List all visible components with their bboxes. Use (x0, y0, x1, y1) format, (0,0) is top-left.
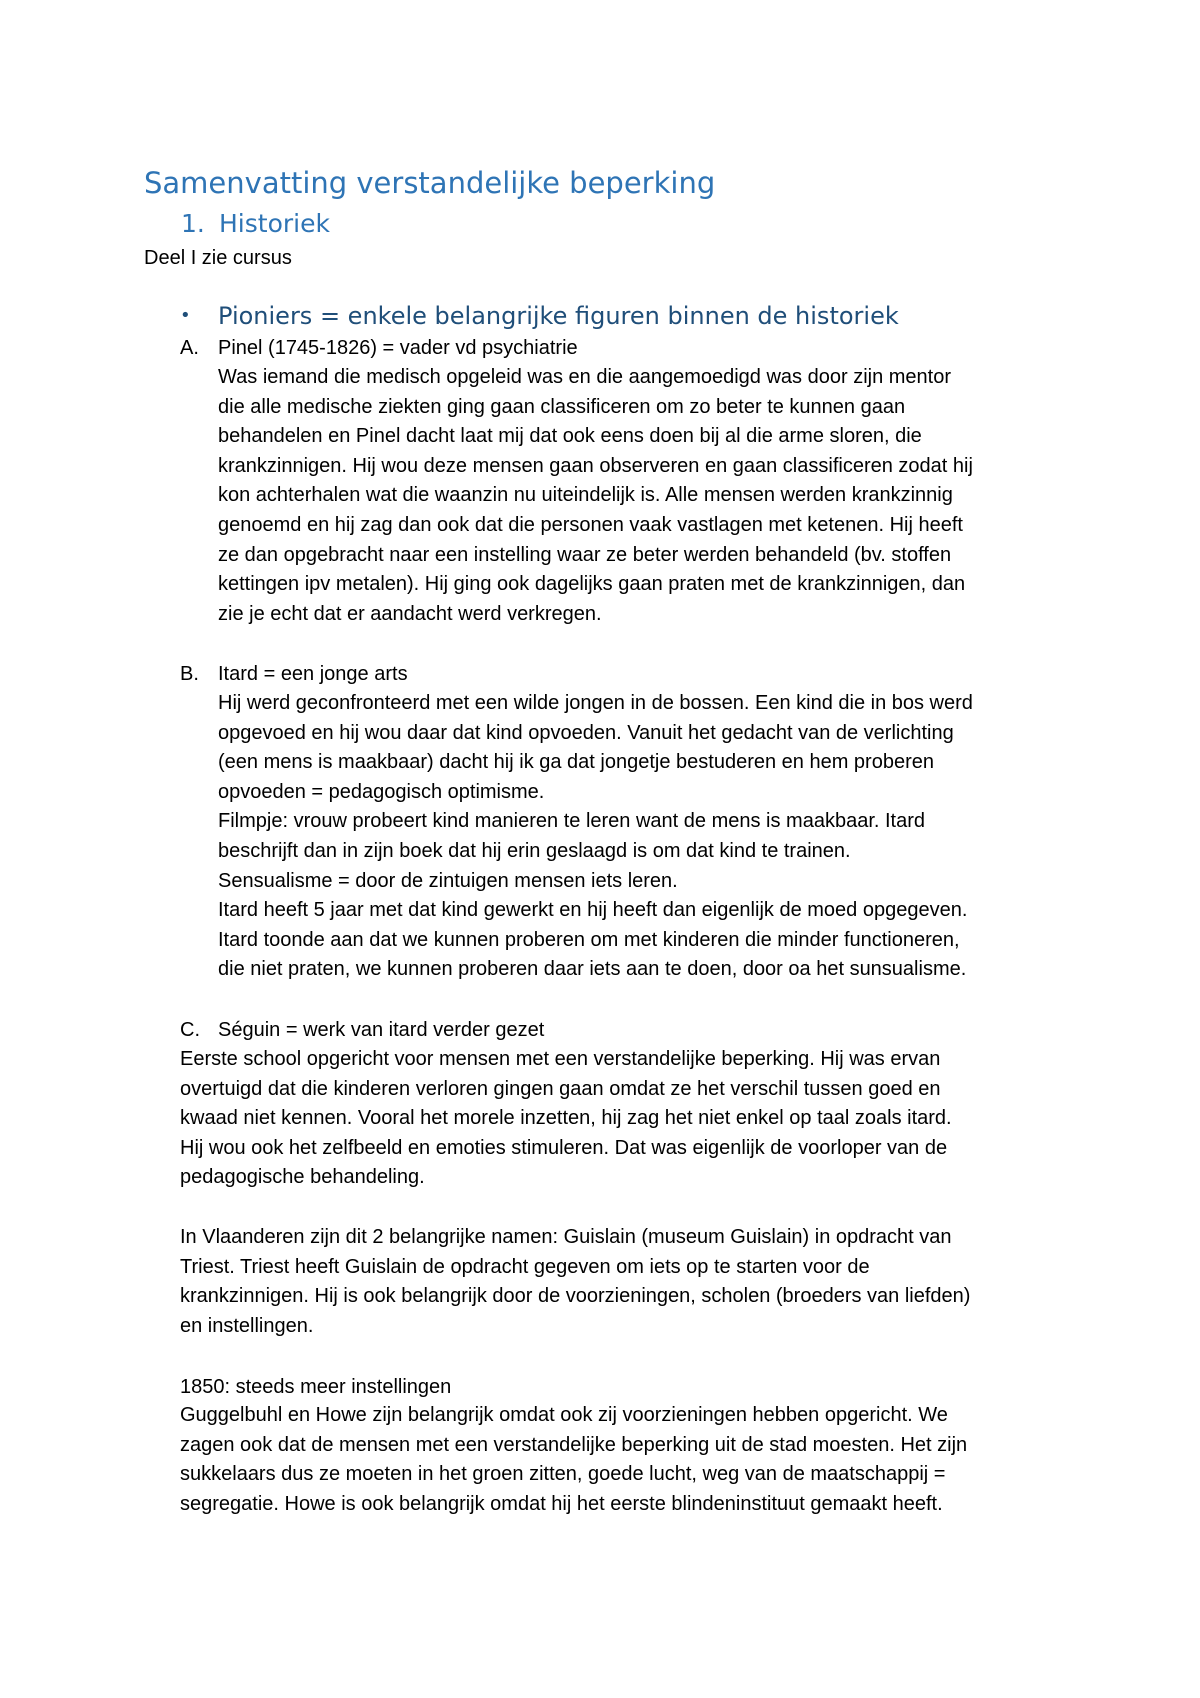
paragraph-line: kwaad niet kennen. Vooral het morele inzetten, hij zag het niet enkel op taal zoals itard. (180, 1107, 952, 1130)
section-a-marker: A. (180, 337, 199, 359)
paragraph-line: Filmpje: vrouw probeert kind manieren te leren want de mens is maakbaar. Itard (218, 810, 926, 833)
paragraph-line: Eerste school opgericht voor mensen met een verstandelijke beperking. Hij was ervan (180, 1048, 941, 1070)
paragraph-line: Triest. Triest heeft Guislain de opdracht gegeven om iets op te starten voor de (180, 1255, 870, 1278)
paragraph-line: ze dan opgebracht naar een instelling waar ze beter werden behandeld (bv. stoffen (218, 543, 952, 566)
vlaanderen-paragraph (180, 1223, 970, 1341)
paragraph-line: Itard heeft 5 jaar met dat kind gewerkt en hij heeft dan eigenlijk de moed opgegeven. (218, 899, 968, 922)
paragraph-line: zagen ook dat de mensen met een verstandelijke beperking uit de stad moesten. Het zijn (180, 1433, 968, 1456)
heading-historiek (181, 209, 330, 238)
section-a-body (218, 363, 973, 629)
paragraph-line: opgevoed en hij wou daar dat kind opvoeden. Vanuit het gedacht van de verlichting (218, 721, 954, 744)
paragraph-line: segregatie. Howe is ook belangrijk omdat hij het eerste blindeninstituut gemaakt heeft. (180, 1492, 943, 1515)
paragraph-line: genoemd en hij zag dan ook dat die personen vaak vastlagen met ketenen. Hij heeft (218, 513, 963, 536)
paragraph-line: kettingen ipv metalen). Hij ging ook dagelijks gaan praten met de krankzinnigen, dan (218, 573, 966, 596)
heading-text: Historiek (219, 209, 330, 238)
paragraph-line: beschrijft dan in zijn boek dat hij erin geslaagd is om dat kind te trainen. (218, 839, 851, 862)
year-1850-header: 1850: steeds meer instellingen (180, 1376, 452, 1398)
paragraph-line: Guggelbuhl en Howe zijn belangrijk omdat ook zij voorzieningen hebben opgericht. We (180, 1404, 948, 1426)
paragraph-line: opvoeden = pedagogisch optimisme. (218, 780, 545, 803)
paragraph-line: en instellingen. (180, 1314, 314, 1337)
paragraph-line: krankzinnigen. Hij is ook belangrijk door de voorzieningen, scholen (broeders van liefden) (180, 1285, 971, 1308)
paragraph-line: Was iemand die medisch opgeleid was en die aangemoedigd was door zijn mentor (218, 366, 952, 388)
paragraph-line: die alle medische ziekten ging gaan classificeren om zo beter te kunnen gaan (218, 395, 906, 418)
paragraph-line: kon achterhalen wat die waanzin nu uiteindelijk is. Alle mensen werden krankzinnig (218, 484, 953, 507)
year-1850-body (180, 1401, 967, 1519)
paragraph-line: zie je echt dat er aandacht werd verkregen. (218, 602, 602, 625)
paragraph-line: krankzinnigen. Hij wou deze mensen gaan observeren en gaan classificeren zodat hij (218, 454, 973, 477)
section-b-body (218, 689, 973, 985)
paragraph-line: overtuigd dat die kinderen verloren gingen gaan omdat ze het verschil tussen goed en (180, 1077, 941, 1100)
section-b-marker: B. (180, 663, 199, 685)
paragraph-line: pedagogische behandeling. (180, 1166, 425, 1189)
paragraph-line: die niet praten, we kunnen proberen daar iets aan te doen, door oa het sunsualisme. (218, 958, 967, 981)
paragraph-line: Sensualisme = door de zintuigen mensen iets leren. (218, 869, 678, 892)
paragraph-line: Hij wou ook het zelfbeeld en emoties stimuleren. Dat was eigenlijk de voorloper van de (180, 1136, 948, 1159)
document-title: Samenvatting verstandelijke beperking (144, 166, 716, 200)
bullet-heading (180, 302, 899, 330)
section-b-header: Itard = een jonge arts (218, 663, 408, 685)
section-c-marker: C. (180, 1019, 200, 1041)
paragraph-line: In Vlaanderen zijn dit 2 belangrijke namen: Guislain (museum Guislain) in opdracht van (180, 1226, 952, 1248)
paragraph-line: Hij werd geconfronteerd met een wilde jongen in de bossen. Een kind die in bos werd (218, 692, 973, 714)
bullet-icon: • (180, 305, 191, 326)
paragraph-line: behandelen en Pinel dacht laat mij dat ook eens doen bij al die arme sloren, die (218, 425, 922, 448)
section-a-header: Pinel (1745-1826) = vader vd psychiatrie (218, 337, 578, 359)
paragraph-line: (een mens is maakbaar) dacht hij ik ga dat jongetje bestuderen en hem proberen (218, 751, 934, 774)
section-c-body (180, 1045, 952, 1193)
heading-number: 1. (181, 209, 205, 238)
intro-text: Deel I zie cursus (144, 247, 292, 269)
paragraph-line: sukkelaars dus ze moeten in het groen zitten, goede lucht, weg van de maatschappij = (180, 1463, 946, 1486)
bullet-text: Pioniers = enkele belangrijke figuren binnen de historiek (218, 302, 899, 330)
section-c-header: Séguin = werk van itard verder gezet (218, 1019, 545, 1041)
paragraph-line: Itard toonde aan dat we kunnen proberen om met kinderen die minder functioneren, (218, 928, 960, 951)
